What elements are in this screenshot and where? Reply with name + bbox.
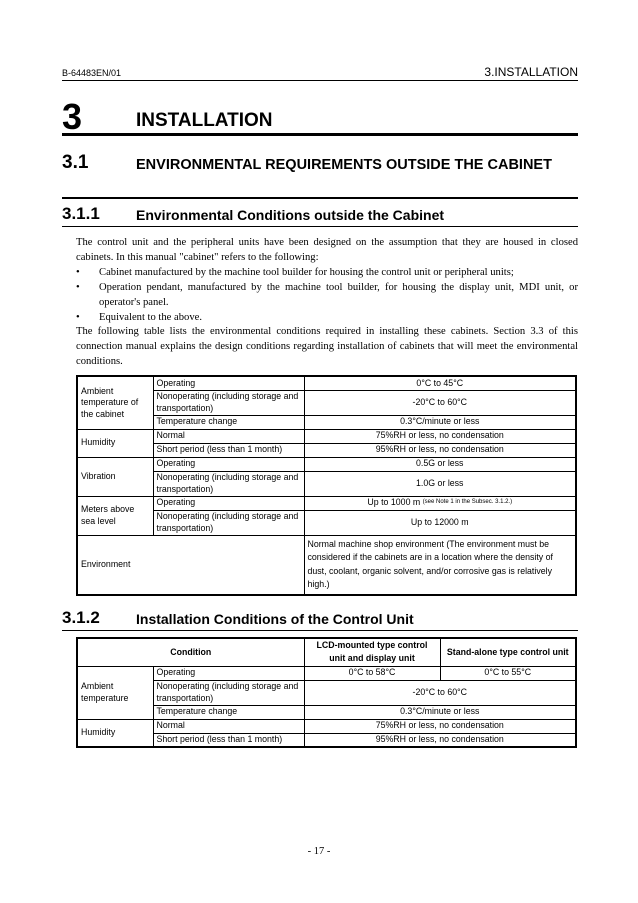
subsection-number: 3.1.1 — [62, 204, 100, 223]
document-number: B-64483EN/01 — [62, 68, 122, 78]
intro-paragraph: The control unit and the peripheral units have been designed on the assumption that they are housed in closed cabinets. In this manual "cabinet" refers to the following: — [76, 237, 578, 263]
list-item — [76, 266, 578, 281]
page-number: - 17 - — [307, 846, 331, 857]
condition-cell: Operating — [153, 496, 304, 510]
bullet-icon: • — [76, 311, 80, 323]
value-cell: -20°C to 60°C — [304, 390, 576, 415]
table-row — [77, 535, 576, 595]
body-text — [76, 236, 578, 370]
value-cell — [304, 496, 576, 510]
condition-cell: Nonoperating (including storage and transportation) — [153, 390, 304, 415]
list-item — [76, 311, 578, 326]
value-cell: 75%RH or less, no condensation — [304, 719, 576, 733]
section-number: 3.1 — [62, 152, 89, 173]
row-header: Environment — [77, 535, 304, 595]
bullet-icon: • — [76, 266, 80, 278]
condition-cell: Operating — [153, 376, 304, 390]
condition-cell: Nonoperating (including storage and transportation) — [153, 471, 304, 496]
value-cell: Up to 12000 m — [304, 510, 576, 535]
list-item-text: Operation pendant, manufactured by the machine tool builder, for housing the display unit, MDI unit, or operator's panel. — [99, 281, 578, 308]
subsection-title: Environmental Conditions outside the Cabinet — [136, 207, 445, 223]
table-row — [77, 429, 576, 443]
installation-conditions-table — [76, 637, 577, 748]
running-header-section: 3.INSTALLATION — [484, 65, 578, 79]
row-header: Humidity — [77, 719, 153, 747]
subsection-rule — [62, 630, 578, 631]
chapter-title: INSTALLATION — [136, 110, 273, 131]
value-cell: 0°C to 58°C — [304, 666, 440, 680]
column-header: Condition — [77, 638, 304, 666]
section-title: ENVIRONMENTAL REQUIREMENTS OUTSIDE THE CABINET — [136, 157, 552, 173]
value-cell: 0°C to 45°C — [304, 376, 576, 390]
meters-note: (see Note 1 in the Subsec. 3.1.2.) — [422, 499, 513, 506]
row-header: Vibration — [77, 457, 153, 496]
row-header: Ambient temperature — [77, 666, 153, 719]
bullet-icon: • — [76, 281, 80, 293]
value-cell: 95%RH or less, no condensation — [304, 443, 576, 457]
value-cell: 0°C to 55°C — [440, 666, 576, 680]
table-row — [77, 376, 576, 390]
value-cell: 0.3°C/minute or less — [304, 415, 576, 429]
subsection-number: 3.1.2 — [62, 608, 100, 627]
condition-cell: Normal — [153, 429, 304, 443]
row-header: Ambient temperature of the cabinet — [77, 376, 153, 429]
row-header: Humidity — [77, 429, 153, 457]
value-cell: 0.5G or less — [304, 457, 576, 471]
condition-cell: Nonoperating (including storage and transportation) — [153, 510, 304, 535]
value-cell: -20°C to 60°C — [304, 680, 576, 705]
value-cell: 95%RH or less, no condensation — [304, 733, 576, 747]
value-cell: 1.0G or less — [304, 471, 576, 496]
value-cell: Normal machine shop environment (The environment must be considered if the cabinets are in a location where the density of dust, coolant, organic solvent, and/or corrosive gas is relatively high.) — [304, 535, 576, 595]
table-intro-paragraph: The following table lists the environmental conditions required in installing these cabinets. Section 3.3 of this connection manual explains the design conditions regarding installation of cabinets that will meet the environmental conditions. — [76, 326, 578, 368]
condition-cell: Operating — [153, 666, 304, 680]
condition-cell: Temperature change — [153, 705, 304, 719]
condition-cell: Short period (less than 1 month) — [153, 443, 304, 457]
chapter-number: 3 — [62, 96, 83, 137]
header-rule — [62, 80, 578, 81]
value-cell: 75%RH or less, no condensation — [304, 429, 576, 443]
column-header: Stand-alone type control unit — [440, 638, 576, 666]
condition-cell: Operating — [153, 457, 304, 471]
meters-value: Up to 1000 m — [367, 497, 421, 508]
subsection-title: Installation Conditions of the Control Unit — [136, 611, 414, 627]
chapter-rule — [62, 133, 578, 136]
section-rule — [62, 197, 578, 199]
list-item — [76, 281, 578, 311]
condition-cell: Temperature change — [153, 415, 304, 429]
column-header: LCD-mounted type control unit and display unit — [304, 638, 440, 666]
subsection-rule — [62, 226, 578, 227]
table-row — [77, 666, 576, 680]
condition-cell: Normal — [153, 719, 304, 733]
condition-cell: Short period (less than 1 month) — [153, 733, 304, 747]
table-header-row — [77, 638, 576, 666]
row-header: Meters above sea level — [77, 496, 153, 535]
environmental-conditions-table — [76, 375, 577, 596]
table-row — [77, 457, 576, 471]
table-row — [77, 719, 576, 733]
table-row — [77, 496, 576, 510]
condition-cell: Nonoperating (including storage and transportation) — [153, 680, 304, 705]
value-cell: 0.3°C/minute or less — [304, 705, 576, 719]
list-item-text: Equivalent to the above. — [99, 311, 202, 323]
list-item-text: Cabinet manufactured by the machine tool builder for housing the control unit or peripheral units; — [99, 266, 514, 278]
